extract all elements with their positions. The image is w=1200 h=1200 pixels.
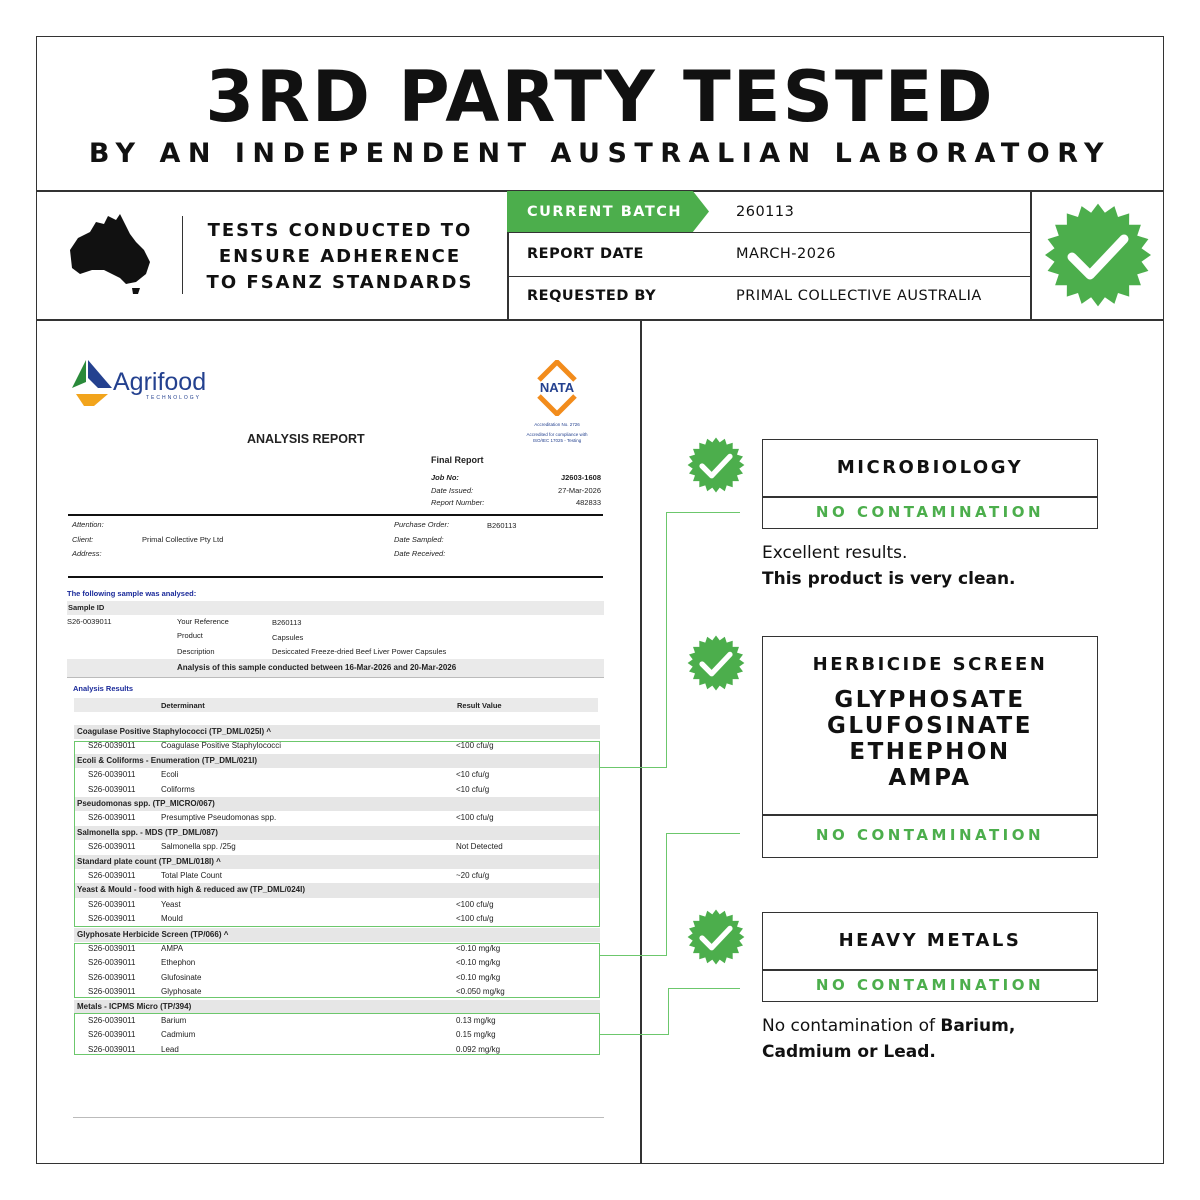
determinant: Coagulase Positive Staphylococci — [161, 741, 282, 751]
determinant: Ethephon — [161, 958, 196, 968]
divider — [68, 576, 603, 578]
description-value: Desiccated Freeze-dried Beef Liver Power Capsules — [272, 647, 447, 656]
connector-line — [668, 988, 669, 1035]
microbiology-description — [762, 540, 1016, 592]
status-label: NO CONTAMINATION — [815, 976, 1045, 994]
report-number-value: 482833 — [575, 498, 601, 507]
sample-id: S26-0039011 — [88, 987, 136, 997]
agrifood-logo-text: Agrifood — [113, 368, 207, 396]
determinant: AMPA — [161, 944, 184, 953]
analysis-period: Analysis of this sample conducted between 16-Mar-2026 and 20-Mar-2026 — [177, 663, 457, 672]
result-value: 0.092 mg/kg — [456, 1044, 501, 1054]
result-value: <0.10 mg/kg — [456, 944, 501, 953]
microbiology-card — [762, 439, 1098, 529]
statement-line: ENSURE ADHERENCE — [218, 246, 462, 267]
po-label: Purchase Order: — [394, 520, 450, 529]
check-badge-icon — [686, 634, 746, 692]
herbicide-list — [763, 687, 1097, 791]
address-label: Address: — [72, 549, 102, 558]
results-header-bar — [74, 698, 598, 712]
check-badge-icon — [686, 436, 746, 494]
attention-label: Attention: — [72, 520, 104, 529]
statement-line: TESTS CONDUCTED TO — [207, 220, 473, 241]
metals-description — [762, 1013, 1062, 1065]
result-group-header: Coagulase Positive Staphylococci (TP_DML/025I) ^ — [74, 725, 600, 739]
determinant: Coliforms — [161, 784, 195, 794]
client-value: Primal Collective Pty Ltd — [142, 535, 224, 544]
status-label: NO CONTAMINATION — [815, 826, 1045, 844]
issued-label: Date Issued: — [431, 486, 474, 495]
card-title: HERBICIDE SCREEN — [812, 654, 1048, 675]
result-value: <0.10 mg/kg — [456, 972, 501, 982]
report-title: ANALYSIS REPORT — [247, 432, 365, 446]
final-report-label: Final Report — [431, 455, 484, 465]
result-group-header: Yeast & Mould - food with high & reduced aw (TP_DML/024I) — [74, 883, 600, 897]
sample-id: S26-0039011 — [88, 741, 136, 751]
herbicide-item: AMPA — [888, 765, 972, 791]
connector-line — [666, 833, 740, 834]
sample-id: S26-0039011 — [88, 784, 136, 794]
page-title: 3RD PARTY TESTED — [205, 56, 995, 138]
date-sampled-label: Date Sampled: — [394, 535, 444, 544]
check-badge-icon — [686, 908, 746, 966]
current-batch-value: 260113 — [736, 204, 795, 220]
fsanz-statement — [200, 218, 480, 296]
statement-line: TO FSANZ STANDARDS — [206, 272, 474, 293]
divider — [1030, 190, 1032, 320]
accreditation-info — [505, 422, 609, 444]
result-group-header: Pseudomonas spp. (TP_MICRO/067) — [74, 797, 600, 811]
description-line: This product is very clean. — [762, 569, 1016, 589]
divider — [182, 216, 183, 294]
herbicide-item: GLYPHOSATE — [834, 687, 1026, 713]
sample-id: S26-0039011 — [88, 944, 136, 953]
herbicide-item: GLUFOSINATE — [827, 713, 1033, 739]
report-number-label: Report Number: — [431, 498, 485, 507]
result-value: ~20 cfu/g — [456, 871, 490, 880]
col-determinant: Determinant — [161, 701, 205, 710]
determinant: Lead — [161, 1044, 179, 1054]
sample-id: S26-0039011 — [88, 842, 136, 852]
sample-id: S26-0039011 — [88, 972, 136, 982]
divider — [507, 276, 1030, 277]
determinant: Cadmium — [161, 1030, 196, 1040]
divider — [763, 969, 1097, 971]
determinant: Total Plate Count — [161, 871, 222, 880]
result-value: <0.050 mg/kg — [456, 987, 505, 997]
sample-id: S26-0039011 — [88, 770, 136, 780]
results-heading: Analysis Results — [73, 684, 134, 693]
accreditation-number: Accreditation No. 2726 — [534, 422, 580, 427]
sample-heading: The following sample was analysed: — [67, 589, 197, 598]
product-value: Capsules — [272, 633, 304, 642]
description-label: Description — [177, 647, 215, 656]
determinant: Ecoli — [161, 770, 179, 780]
sample-id-label: Sample ID — [68, 603, 105, 612]
verified-badge-icon — [1042, 202, 1154, 308]
report-date-value: MARCH-2026 — [736, 246, 836, 262]
description-bold: Barium, — [940, 1016, 1016, 1036]
herbicide-card — [762, 636, 1098, 858]
description-text: No contamination of — [762, 1016, 941, 1036]
card-title: HEAVY METALS — [838, 930, 1022, 951]
determinant: Glufosinate — [161, 972, 202, 982]
description-text: . — [929, 1042, 936, 1062]
sample-id: S26-0039011 — [88, 1044, 136, 1054]
result-value: <10 cfu/g — [456, 784, 490, 794]
col-result: Result Value — [457, 701, 502, 710]
requested-by-label: REQUESTED BY — [527, 288, 657, 304]
connector-line — [666, 512, 740, 513]
determinant: Glyphosate — [161, 987, 202, 997]
description-line: Excellent results. — [762, 543, 908, 563]
result-value: <0.10 mg/kg — [456, 958, 501, 968]
reference-label: Your Reference — [177, 617, 229, 626]
report-date-label: REPORT DATE — [527, 246, 644, 262]
job-label: Job No: — [431, 473, 459, 482]
result-value: 0.15 mg/kg — [456, 1030, 496, 1040]
microbiology-highlight — [74, 741, 600, 927]
divider — [763, 814, 1097, 816]
herbicide-item: ETHEPHON — [849, 739, 1011, 765]
divider — [640, 320, 642, 1164]
page-subtitle: BY AN INDEPENDENT AUSTRALIAN LABORATORY — [88, 138, 1112, 169]
description-bold: Cadmium or Lead — [762, 1042, 930, 1062]
accreditation-text: ISO/IEC 17025 - Testing — [532, 438, 582, 443]
sample-id: S26-0039011 — [88, 958, 136, 968]
result-group-header: Glyphosate Herbicide Screen (TP/066) ^ — [74, 928, 600, 942]
job-value: J2603-1608 — [560, 473, 601, 482]
result-value: 0.13 mg/kg — [456, 1016, 496, 1025]
connector-line — [666, 512, 667, 768]
status-label: NO CONTAMINATION — [815, 503, 1045, 521]
determinant: Presumptive Pseudomonas spp. — [161, 813, 277, 823]
determinant: Barium — [161, 1016, 187, 1025]
result-value: <10 cfu/g — [456, 770, 490, 780]
sample-id: S26-0039011 — [88, 1016, 136, 1025]
sample-id-value: S26-0039011 — [67, 617, 112, 626]
result-group-header: Metals - ICPMS Micro (TP/394) — [74, 1000, 600, 1014]
connector-line — [668, 988, 740, 989]
connector-line — [600, 1034, 669, 1035]
divider — [73, 1117, 604, 1118]
result-group-header: Salmonella spp. - MDS (TP_DML/087) — [74, 826, 600, 840]
sample-id: S26-0039011 — [88, 813, 136, 823]
agrifood-logo-sub: TECHNOLOGY — [146, 395, 202, 401]
result-value: <100 cfu/g — [456, 899, 494, 909]
sample-id: S26-0039011 — [88, 1030, 136, 1040]
sample-id-bar — [67, 601, 604, 615]
nata-logo-text: NATA — [539, 380, 575, 395]
australia-map-icon — [68, 212, 156, 296]
client-label: Client: — [72, 535, 94, 544]
current-batch-label: CURRENT BATCH — [527, 204, 683, 220]
divider — [763, 496, 1097, 498]
result-value: Not Detected — [456, 842, 503, 852]
determinant: Mould — [161, 914, 183, 924]
determinant: Yeast — [161, 899, 181, 909]
result-value: <100 cfu/g — [456, 914, 494, 924]
connector-line — [600, 767, 667, 768]
divider — [36, 319, 1164, 321]
issued-value: 27-Mar-2026 — [558, 486, 601, 495]
sample-id: S26-0039011 — [88, 871, 136, 880]
herbicide-highlight — [74, 943, 600, 998]
sample-id: S26-0039011 — [88, 914, 136, 924]
product-label: Product — [177, 631, 203, 640]
divider — [68, 514, 603, 516]
heavy-metals-card — [762, 912, 1098, 1002]
metals-highlight — [74, 1013, 600, 1055]
requested-by-value: PRIMAL COLLECTIVE AUSTRALIA — [736, 288, 982, 304]
reference-value: B260113 — [272, 618, 302, 627]
result-value: <100 cfu/g — [456, 741, 494, 751]
card-title: MICROBIOLOGY — [836, 457, 1024, 478]
result-value: <100 cfu/g — [456, 813, 494, 823]
connector-line — [600, 955, 667, 956]
connector-line — [666, 833, 667, 956]
determinant: Salmonella spp. /25g — [161, 842, 236, 852]
date-received-label: Date Received: — [394, 549, 446, 558]
sample-id: S26-0039011 — [88, 899, 136, 909]
agrifood-logo-icon — [72, 360, 112, 406]
po-value: B260113 — [487, 521, 517, 530]
result-group-header: Standard plate count (TP_DML/018I) ^ — [74, 855, 600, 869]
divider — [507, 232, 1030, 233]
accreditation-text: Accredited for compliance with — [526, 432, 588, 437]
result-group-header: Ecoli & Coliforms - Enumeration (TP_DML/021I) — [74, 754, 600, 768]
